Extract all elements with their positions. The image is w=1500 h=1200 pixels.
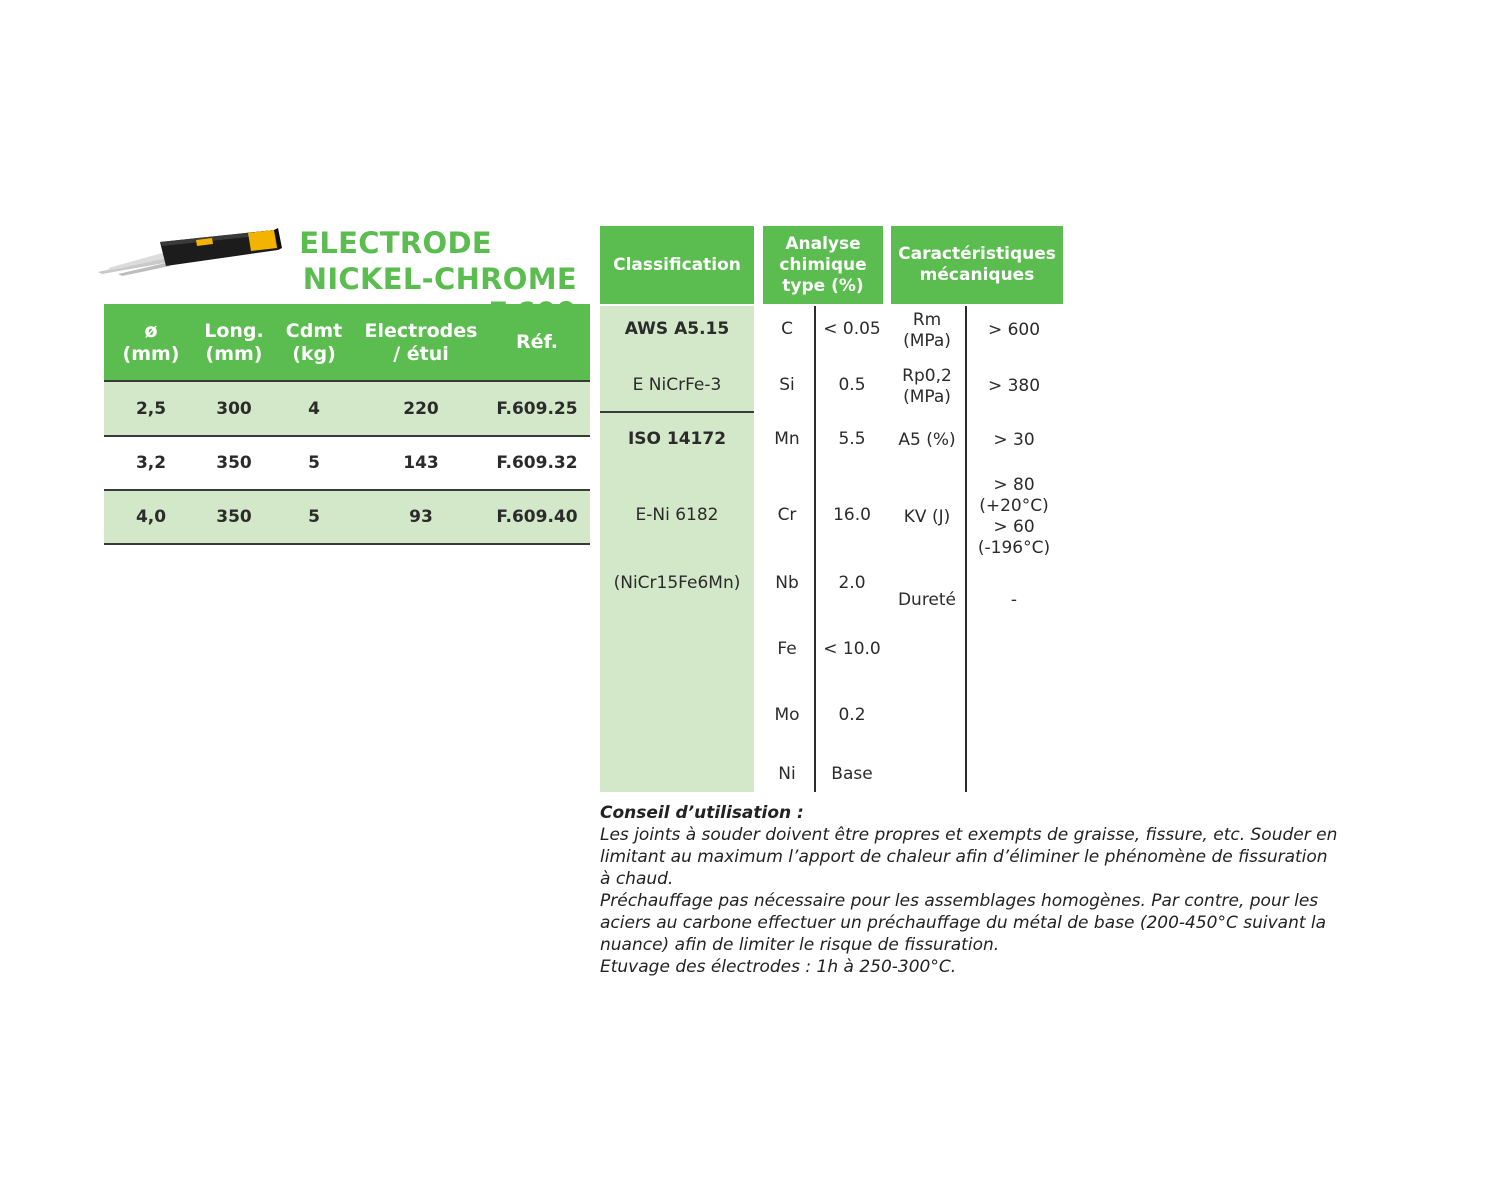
classification-divider (600, 411, 754, 413)
cell-electrodes: 143 (403, 453, 439, 473)
header-line: (mm) (205, 342, 263, 365)
value-line: (-196°C) (977, 538, 1051, 558)
header-line: Cdmt (285, 319, 343, 342)
cell-ref: F.609.32 (496, 453, 578, 473)
property-name: Dureté (897, 589, 957, 610)
advice-line: Préchauffage pas nécessaire pour les assemblages homogènes. Par contre, pour les (600, 891, 1319, 911)
cell-length: 350 (216, 453, 252, 473)
header-line: Réf. (516, 331, 558, 353)
header-line: / étui (393, 342, 449, 365)
property-name: KV (J) (903, 506, 951, 527)
element-symbol: Cr (777, 504, 797, 525)
cell-packaging: 4 (308, 398, 320, 419)
name-line: Rm (912, 310, 942, 330)
element-symbol: Fe (777, 638, 797, 659)
advice-line: nuance) afin de limiter le risque de fissuration. (600, 935, 1000, 955)
chemical-analysis-header (763, 226, 883, 304)
advice-line: aciers au carbone effectuer un préchauffage du métal de base (200-450°C suivant la (600, 913, 1327, 933)
element-symbol: Mn (774, 428, 800, 449)
mechanical-divider (965, 306, 967, 792)
element-value: 16.0 (833, 504, 871, 525)
element-value: 0.5 (838, 374, 866, 395)
property-value: > 30 (993, 429, 1035, 450)
cell-electrodes: 220 (403, 398, 439, 419)
name-line: Rp0,2 (902, 366, 952, 386)
product-title-line2: NICKEL-CHROME (302, 262, 577, 296)
header-line: (kg) (292, 342, 336, 365)
header-line: type (%) (782, 275, 864, 296)
cell-ref: F.609.25 (496, 398, 578, 419)
aws-grade: E NiCrFe-3 (632, 374, 722, 395)
property-name (891, 366, 963, 408)
advice-line: Etuvage des électrodes : 1h à 250-300°C. (600, 957, 957, 977)
column-header-diameter (104, 304, 198, 381)
header-line: Long. (204, 319, 264, 342)
iso-designation: (NiCr15Fe6Mn) (613, 572, 741, 593)
header-line: ø (144, 319, 158, 342)
cell-length: 350 (216, 507, 252, 527)
element-value: 2.0 (838, 572, 866, 593)
element-symbol: C (781, 318, 793, 339)
header-line: (mm) (122, 342, 180, 365)
product-title-line1: ELECTRODE (299, 226, 492, 260)
element-value: 0.2 (838, 704, 866, 725)
value-line: (+20°C) (979, 496, 1049, 516)
element-symbol: Si (779, 374, 795, 395)
cell-ref: F.609.40 (496, 507, 578, 527)
cell-electrodes: 93 (409, 507, 433, 527)
cell-diameter: 2,5 (135, 398, 167, 419)
iso-standard: ISO 14172 (627, 428, 727, 449)
element-value: 5.5 (838, 428, 866, 449)
aws-standard: AWS A5.15 (624, 318, 730, 339)
header-line: chimique (779, 254, 867, 275)
property-value: > 380 (987, 375, 1041, 396)
cell-packaging: 5 (308, 453, 320, 473)
property-value (968, 473, 1060, 561)
cell-length: 300 (216, 398, 252, 419)
element-symbol: Ni (778, 763, 796, 784)
header-line: mécaniques (919, 265, 1035, 285)
advice-line: Les joints à souder doivent être propres et exempts de graisse, fissure, etc. Souder en (600, 825, 1338, 845)
iso-grade: E-Ni 6182 (635, 504, 719, 525)
element-value: < 0.05 (823, 318, 881, 339)
cell-diameter: 3,2 (135, 453, 167, 473)
mechanical-header (891, 226, 1063, 304)
column-header-ref (488, 304, 586, 381)
header-line: Analyse (785, 233, 861, 254)
column-header-length (192, 304, 276, 381)
property-name: A5 (%) (898, 429, 956, 450)
usage-advice (600, 802, 1380, 978)
cell-packaging: 5 (308, 507, 320, 527)
header-line: Electrodes (364, 319, 478, 342)
value-line: > 60 (993, 517, 1035, 537)
element-symbol: Mo (774, 704, 800, 725)
column-header-packaging (274, 304, 354, 381)
advice-heading: Conseil d’utilisation : (600, 803, 804, 823)
advice-line: à chaud. (600, 869, 674, 889)
table-rule (104, 543, 590, 545)
value-line: > 80 (993, 475, 1035, 495)
advice-line: limitant au maximum l’apport de chaleur afin d’éliminer le phénomène de fissuration (600, 847, 1328, 867)
name-line: (MPa) (903, 331, 951, 351)
cell-diameter: 4,0 (135, 507, 167, 527)
element-value: < 10.0 (823, 638, 881, 659)
element-value: Base (831, 763, 873, 784)
name-line: (MPa) (903, 387, 951, 407)
property-value: - (1010, 589, 1018, 610)
property-name (891, 310, 963, 352)
header-line: Caractéristiques (898, 244, 1056, 264)
element-symbol: Nb (775, 572, 799, 593)
column-header-electrodes (356, 304, 486, 381)
property-value: > 600 (987, 319, 1041, 340)
classification-header: Classification (600, 226, 754, 304)
